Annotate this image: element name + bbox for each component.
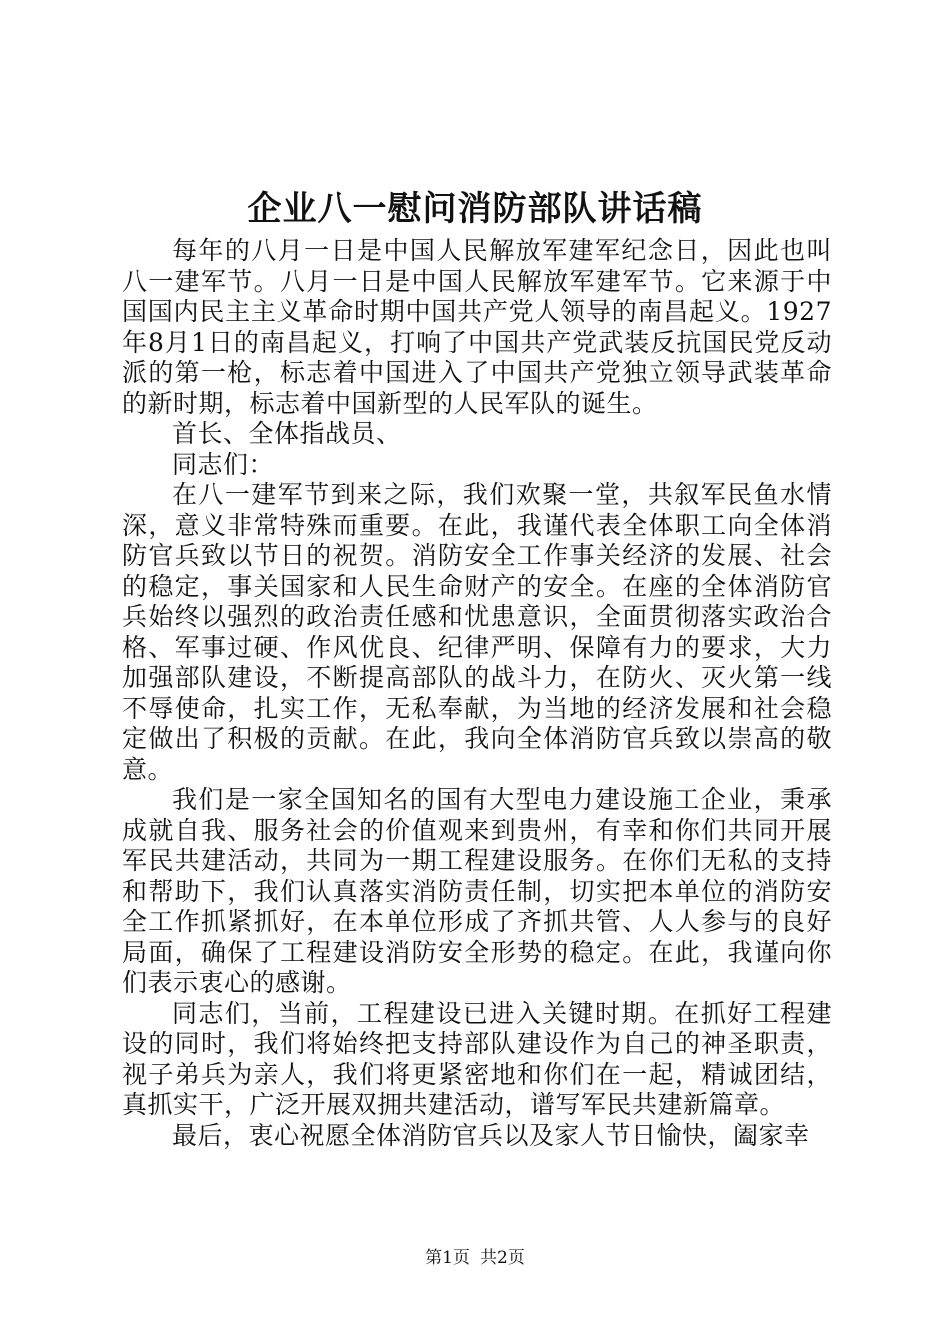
paragraph: 最后，衷心祝愿全体消防官兵以及家人节日愉快，阖家幸 [172, 1120, 810, 1150]
page-total: 共2页 [480, 1248, 525, 1268]
page-footer [0, 1247, 950, 1269]
document-body [122, 236, 832, 1151]
paragraph: 在八一建军节到来之际，我们欢聚一堂，共叙军民鱼水情深，意义非常特殊而重要。在此，我谨代表全体职工向全体消防官兵致以节日的祝贺。消防安全工作事关经济的发展、社会的稳定，事关国家和人民生命财产的安全。在座的全体消防官兵始终以强烈的政治责任感和忧患意识，全面贯彻落实政治合格、军事过硬、作风优良、纪律严明、保障有力的要求，大力加强部队建设，不断提高部队的战斗力，在防火、灭火第一线不辱使命，扎实工作，无私奉献，为当地的经济发展和社会稳定做出了积极的贡献。在此，我向全体消防官兵致以崇高的敬意。 [122, 480, 832, 784]
salutation-line: 首长、全体指战员、 [172, 419, 402, 448]
page-number: 第1页 [425, 1248, 470, 1268]
document-title: 企业八一慰问消防部队讲话稿 [247, 189, 703, 229]
salutation-line: 同志们： [172, 449, 275, 479]
paragraph: 每年的八月一日是中国人民解放军建军纪念日，因此也叫八一建军节。八月一日是中国人民解放军建军节。它来源于中国国内民主主义革命时期中国共产党人领导的南昌起义。1927年8月1日的南昌起义，打响了中国共产党武装反抗国民党反动派的第一枪，标志着中国进入了中国共产党独立领导武装革命的新时期，标志着中国新型的人民军队的诞生。 [122, 236, 832, 418]
paragraph: 同志们，当前，工程建设已进入关键时期。在抓好工程建设的同时，我们将始终把支持部队建设作为自己的神圣职责，视子弟兵为亲人，我们将更紧密地和你们在一起，精诚团结，真抓实干，广泛开展双拥共建活动，谱写军民共建新篇章。 [122, 998, 832, 1119]
paragraph: 我们是一家全国知名的国有大型电力建设施工企业，秉承成就自我、服务社会的价值观来到贵州，有幸和你们共同开展军民共建活动，共同为一期工程建设服务。在你们无私的支持和帮助下，我们认真落实消防责任制，切实把本单位的消防安全工作抓紧抓好，在本单位形成了齐抓共管、人人参与的良好局面，确保了工程建设消防安全形势的稳定。在此，我谨向你们表示衷心的感谢。 [122, 785, 832, 997]
